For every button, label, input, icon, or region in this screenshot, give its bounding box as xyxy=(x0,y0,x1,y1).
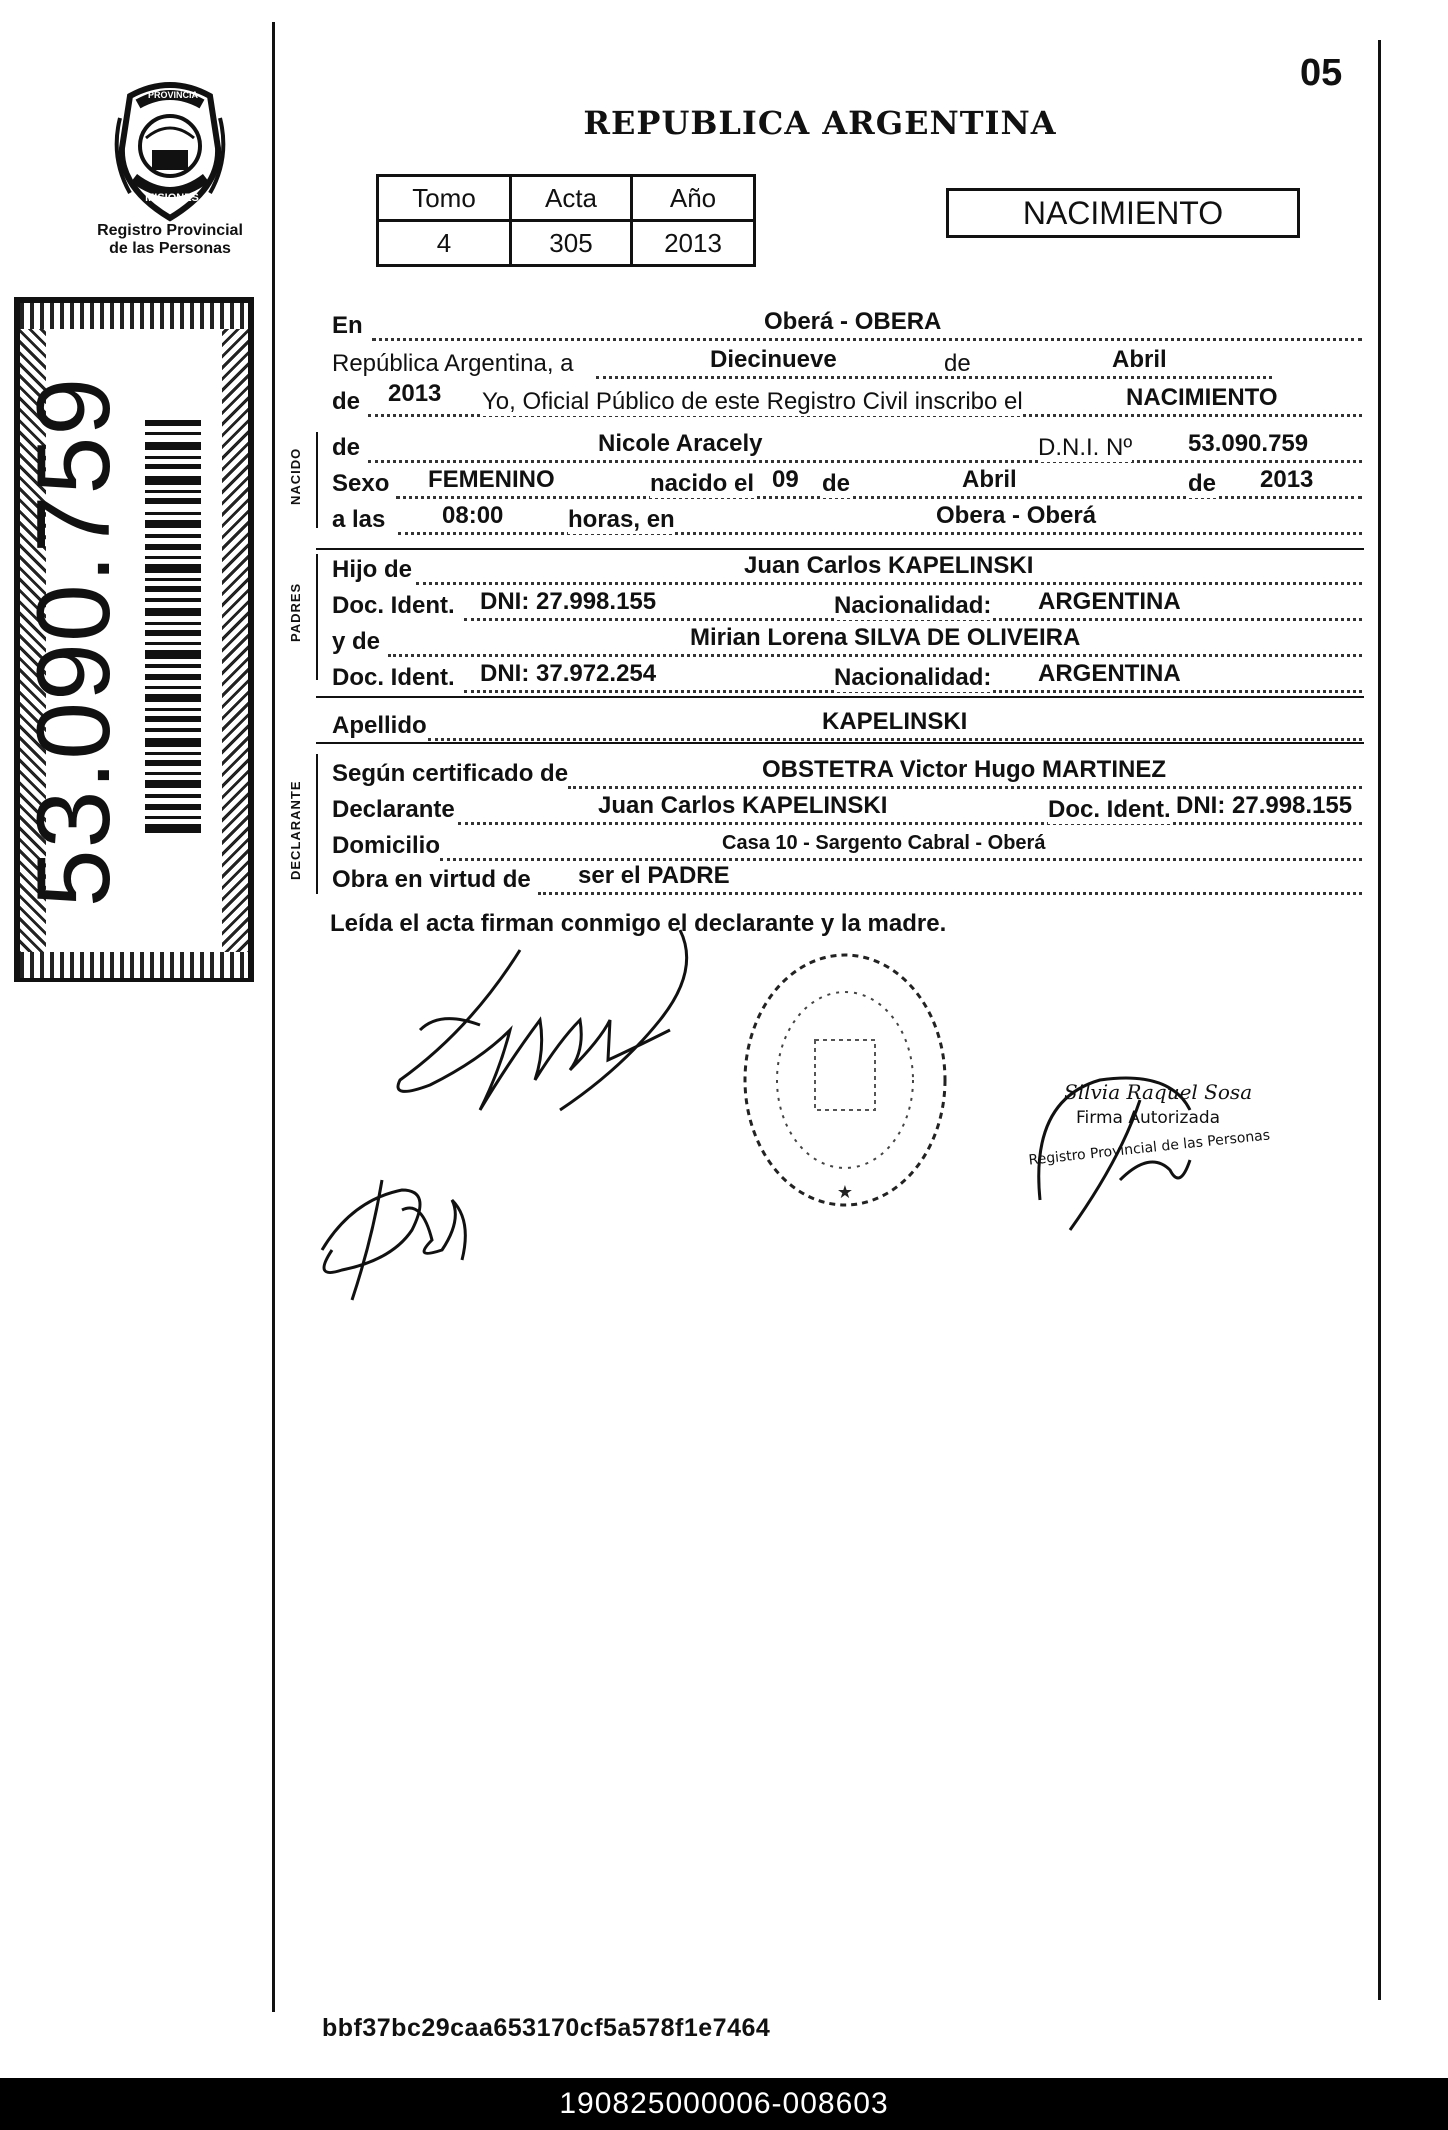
value-tomo: 4 xyxy=(378,221,511,266)
label-de-anio-nac: de xyxy=(1188,470,1217,497)
row-inscripcion xyxy=(332,380,1362,422)
svg-text:★: ★ xyxy=(836,1182,854,1202)
footer-code: 190825000006-008603 xyxy=(0,2078,1448,2130)
row-madre xyxy=(332,624,1362,662)
strip-security-pattern-top xyxy=(20,303,248,329)
value-hora: 08:00 xyxy=(442,502,504,529)
row-nombre xyxy=(332,430,1362,468)
section-label-padres: PADRES xyxy=(288,582,303,642)
strip-id-number: 53.090.759 xyxy=(16,376,132,908)
value-mes: Abril xyxy=(1112,346,1167,373)
right-margin-line xyxy=(1378,40,1381,2000)
stamp-name: Silvia Raquel Sosa xyxy=(1064,1080,1253,1104)
section-bracket-nacido xyxy=(316,432,318,528)
seal-caption-line2: de las Personas xyxy=(109,240,231,257)
row-padre xyxy=(332,552,1362,590)
value-certificado: OBSTETRA Victor Hugo MARTINEZ xyxy=(762,756,1166,783)
label-apellido: Apellido xyxy=(332,712,427,739)
stamp-registry: Registro Provincial de las Personas xyxy=(1027,1127,1271,1169)
label-de-anio: de xyxy=(332,388,361,415)
declarant-signature xyxy=(360,910,720,1150)
value-apellido: KAPELINSKI xyxy=(822,708,968,735)
value-obra: ser el PADRE xyxy=(578,862,730,889)
section-label-declarante: DECLARANTE xyxy=(288,780,303,880)
record-type-box: NACIMIENTO xyxy=(946,188,1300,238)
closing-statement: Leída el acta firman conmigo el declarante y la madre. xyxy=(330,910,947,937)
dotted-line xyxy=(538,892,1362,895)
seal-caption-line1: Registro Provincial xyxy=(97,222,243,239)
header-acta: Acta xyxy=(511,176,632,221)
value-nac-anio: 2013 xyxy=(1260,466,1314,493)
label-de-mes: de xyxy=(822,470,851,497)
seal-caption xyxy=(70,222,270,258)
label-dni: D.N.I. Nº xyxy=(1038,434,1133,461)
value-dni: 53.090.759 xyxy=(1188,430,1309,457)
label-nacido-el: nacido el xyxy=(650,470,755,497)
value-madre: Mirian Lorena SILVA DE OLIVEIRA xyxy=(690,624,1081,651)
row-domicilio xyxy=(332,832,1362,866)
mother-signature xyxy=(312,1160,482,1310)
label-sexo: Sexo xyxy=(332,470,390,497)
value-madre-doc: DNI: 37.972.254 xyxy=(480,660,657,687)
label-nacionalidad-madre: Nacionalidad: xyxy=(834,664,992,691)
value-dia: Diecinueve xyxy=(710,346,837,373)
value-nac-dia: 09 xyxy=(772,466,799,493)
section-label-nacido: NACIDO xyxy=(288,447,303,505)
dotted-line xyxy=(440,858,1362,861)
value-padre: Juan Carlos KAPELINSKI xyxy=(744,552,1034,579)
left-margin-line xyxy=(272,22,275,2012)
row-padre-doc xyxy=(332,588,1362,626)
value-anio: 2013 xyxy=(632,221,755,266)
section-bracket-padres xyxy=(316,554,318,680)
dotted-line xyxy=(398,532,1362,535)
reference-table xyxy=(376,174,756,267)
separator-1 xyxy=(316,548,1364,550)
label-obra: Obra en virtud de xyxy=(332,866,531,893)
document-hash: bbf37bc29caa653170cf5a578f1e7464 xyxy=(322,2014,771,2042)
label-republica: República Argentina, a xyxy=(332,350,574,377)
header-tomo: Tomo xyxy=(378,176,511,221)
value-lugar: Oberá - OBERA xyxy=(764,308,942,335)
row-apellido xyxy=(332,708,1362,746)
dotted-line xyxy=(396,496,1362,499)
section-bracket-declarante xyxy=(316,754,318,894)
row-fecha xyxy=(332,346,1362,384)
label-a-las: a las xyxy=(332,506,386,533)
label-doc-ident-madre: Doc. Ident. xyxy=(332,664,455,691)
dotted-line xyxy=(388,654,1362,657)
value-sexo: FEMENINO xyxy=(428,466,555,493)
label-declarante: Declarante xyxy=(332,796,455,823)
value-padre-nac: ARGENTINA xyxy=(1038,588,1181,615)
strip-security-pattern-bottom xyxy=(20,952,248,978)
value-nac-lugar: Obera - Oberá xyxy=(936,502,1097,529)
dotted-line xyxy=(458,822,1362,825)
label-en: En xyxy=(332,312,363,339)
dotted-line xyxy=(368,460,1362,463)
dotted-line xyxy=(416,582,1362,585)
row-declarante xyxy=(332,792,1362,830)
row-en xyxy=(332,308,1362,346)
text-yo-oficial: Yo, Oficial Público de este Registro Civil inscribo el xyxy=(482,388,1023,415)
label-horas-en: horas, en xyxy=(568,506,675,533)
value-decl-doc: DNI: 27.998.155 xyxy=(1176,792,1353,819)
label-decl-doc: Doc. Ident. xyxy=(1048,796,1171,823)
value-padre-doc: DNI: 27.998.155 xyxy=(480,588,657,615)
label-doc-ident: Doc. Ident. xyxy=(332,592,455,619)
label-de-nombre: de xyxy=(332,434,361,461)
strip-security-pattern-right xyxy=(222,305,248,955)
value-anio-acta: 2013 xyxy=(388,380,442,407)
stamp-role: Firma Autorizada xyxy=(1076,1108,1221,1128)
dotted-line xyxy=(428,738,1362,741)
label-domicilio: Domicilio xyxy=(332,832,441,859)
value-declarante: Juan Carlos KAPELINSKI xyxy=(598,792,888,819)
value-acta: 305 xyxy=(511,221,632,266)
label-hijo-de: Hijo de xyxy=(332,556,413,583)
barcode-icon xyxy=(145,420,201,840)
value-inscribo: NACIMIENTO xyxy=(1126,384,1278,411)
document-title: REPUBLICA ARGENTINA xyxy=(583,104,1057,142)
row-hora xyxy=(332,502,1362,540)
header-anio: Año xyxy=(632,176,755,221)
dotted-line xyxy=(568,786,1362,789)
official-round-stamp xyxy=(730,940,960,1220)
row-sexo xyxy=(332,466,1362,504)
seal-top-text: PROVINCIA DE xyxy=(148,90,199,110)
label-nacionalidad: Nacionalidad: xyxy=(834,592,992,619)
label-segun: Según certificado de xyxy=(332,760,569,787)
value-madre-nac: ARGENTINA xyxy=(1038,660,1181,687)
dotted-line xyxy=(372,338,1362,341)
value-nombre: Nicole Aracely xyxy=(598,430,763,457)
value-domicilio: Casa 10 - Sargento Cabral - Oberá xyxy=(722,832,1046,854)
row-certificado xyxy=(332,756,1362,794)
label-y-de: y de xyxy=(332,628,381,655)
value-nac-mes: Abril xyxy=(962,466,1017,493)
row-madre-doc xyxy=(332,660,1362,698)
page-number: 05 xyxy=(1300,52,1343,94)
row-obra xyxy=(332,862,1362,900)
seal-bottom-text: MISIONES xyxy=(145,192,199,204)
label-de: de xyxy=(944,350,971,377)
dotted-line xyxy=(596,376,1272,379)
